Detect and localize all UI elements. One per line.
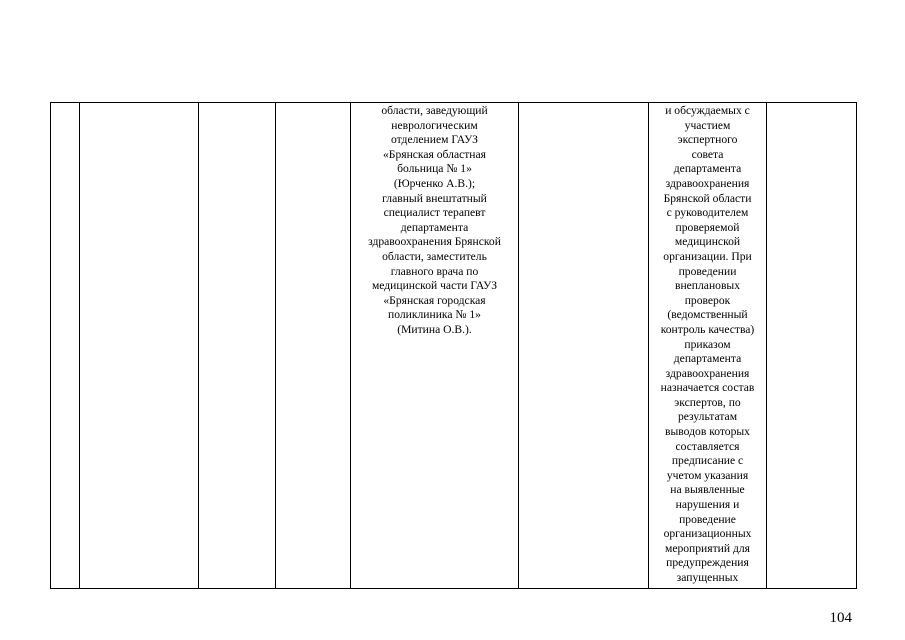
page-number: 104 xyxy=(829,610,852,626)
table-cell-col7 xyxy=(649,103,767,589)
table-cell-col8 xyxy=(767,103,857,589)
table-cell-col5 xyxy=(351,103,519,589)
table-row xyxy=(51,103,857,589)
committee-members-text: области, заведующий неврологическим отделением ГАУЗ «Брянская областная больница № 1» (Юрченко А.В.); главный внештатный специалист терапевт департамента здравоохранения Брянской области, заместитель главного врача по медицинской части ГАУЗ «Брянская городская поликлиника № 1» (Митина О.В.). xyxy=(368,104,501,336)
table-cell-col6 xyxy=(519,103,649,589)
table-cell-col3 xyxy=(199,103,276,589)
table-cell-col1 xyxy=(51,103,80,589)
table-cell-col4 xyxy=(276,103,351,589)
table-cell-col2 xyxy=(80,103,199,589)
document-table xyxy=(50,102,857,589)
inspection-procedure-text: и обсуждаемых с участием экспертного совета департамента здравоохранения Брянской области с руководителем проверяемой медицинской организации. При проведении внеплановых проверок (ведомственный контроль качества) приказом департамента здравоохранения назначается состав экспертов, по результатам выводов которых составляется предписание с учетом указания на выявленные нарушения и проведение организационных мероприятий для предупреждения запущенных xyxy=(660,104,755,584)
